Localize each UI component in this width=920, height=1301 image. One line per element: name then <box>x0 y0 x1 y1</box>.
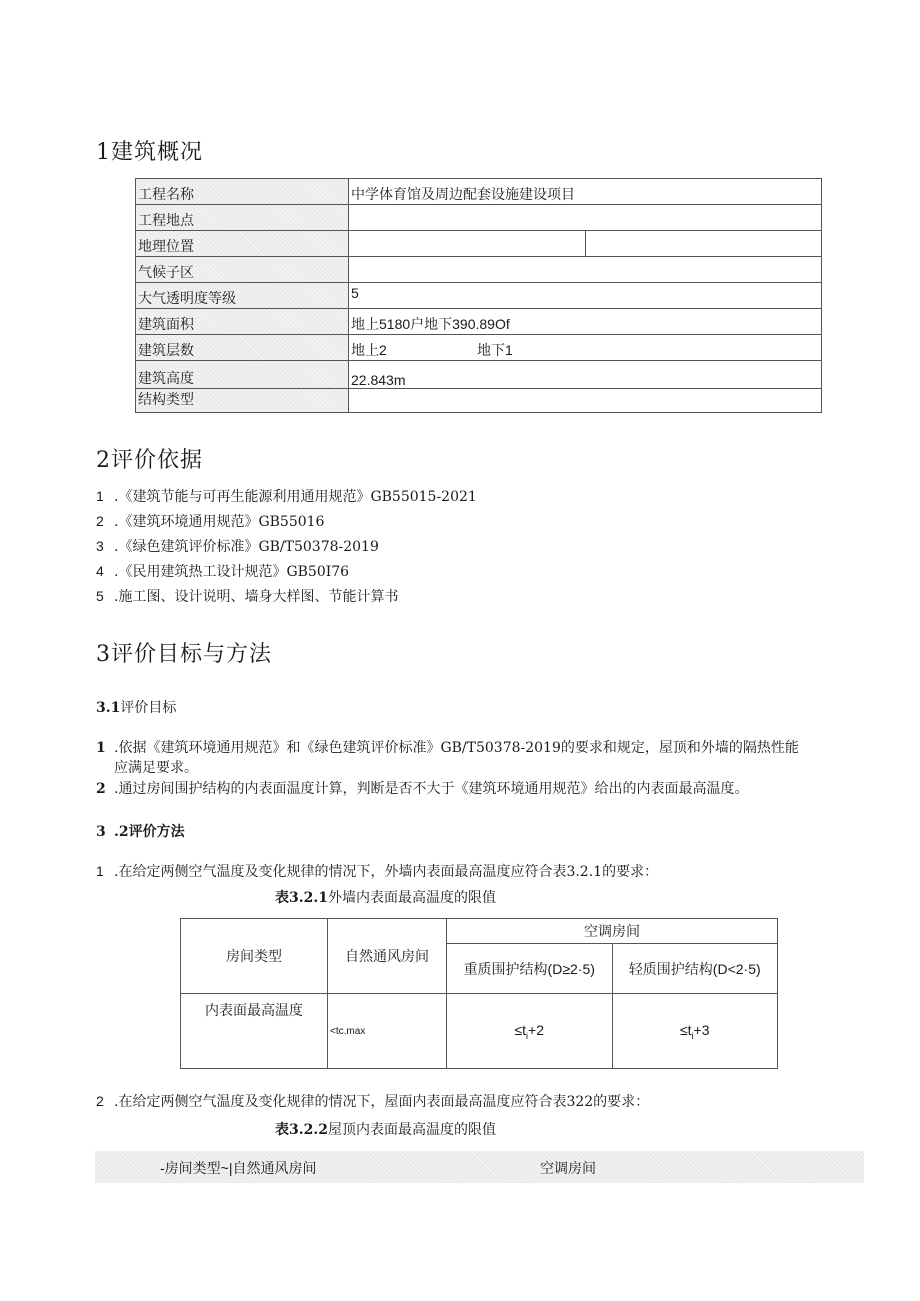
list-item-text: .施工图、设计说明、墙身大样图、节能计算书 <box>114 589 399 605</box>
list-item <box>96 486 477 507</box>
method-item <box>96 1091 649 1112</box>
method-text: .在给定两侧空气温度及变化规律的情况下，外墙内表面最高温度应符合表3.2.1的要求： <box>114 864 659 880</box>
header-natural-ventilation: 自然通风房间 <box>328 919 447 994</box>
overview-label: 地理位置 <box>136 231 349 257</box>
overview-label: 建筑层数 <box>136 335 349 361</box>
floors-above: 地上2 <box>351 342 387 358</box>
value-subscript: i <box>691 1030 694 1041</box>
table-row <box>136 309 822 335</box>
list-item-number: 1 <box>96 488 104 504</box>
overview-value: 5 <box>349 283 822 309</box>
goal-item <box>96 779 748 799</box>
table-row <box>136 231 822 257</box>
overview-value <box>349 205 822 231</box>
subsection-number: 3 <box>96 824 106 840</box>
overview-value: 地上5180户地下390.89Of <box>349 309 822 335</box>
method-text: .在给定两侧空气温度及变化规律的情况下，屋面内表面最高温度应符合表322的要求： <box>114 1094 650 1110</box>
list-item-number: 4 <box>96 563 104 579</box>
value-suffix: +3 <box>693 1021 710 1038</box>
section-1-title: 1建筑概况 <box>96 140 203 165</box>
overview-label: 工程名称 <box>136 179 349 205</box>
goal-item <box>96 738 876 758</box>
table-row <box>136 389 822 413</box>
list-item-number: 5 <box>96 588 104 604</box>
overview-label: 工程地点 <box>136 205 349 231</box>
header-heavy-structure: 重质围护结构(D≥2·5) <box>447 944 613 994</box>
overview-table <box>135 178 822 413</box>
value-prefix: ≤t <box>514 1021 527 1038</box>
list-item <box>96 561 349 582</box>
overview-label: 结构类型 <box>136 389 349 413</box>
section-2-title: 2评价依据 <box>96 448 203 473</box>
subsection-text: 评价目标 <box>120 700 177 716</box>
value-heavy <box>447 994 613 1069</box>
table-row <box>136 283 822 309</box>
list-item-number: 3 <box>96 538 104 554</box>
method-item <box>96 861 658 882</box>
value-suffix: +2 <box>528 1021 545 1038</box>
overview-value-2 <box>585 231 822 257</box>
overview-value <box>349 335 822 361</box>
list-item <box>96 536 379 557</box>
table-row <box>181 919 778 944</box>
row-label-max-temp: 内表面最高温度 <box>181 994 328 1069</box>
goal-number: 1 <box>96 740 106 756</box>
table-row <box>136 335 822 361</box>
overview-value <box>349 231 586 257</box>
list-item-text: .《建筑节能与可再生能源利用通用规范》GB55015-2021 <box>114 489 477 505</box>
table-row <box>136 205 822 231</box>
method-number: 1 <box>96 863 104 879</box>
section-3-title: 3评价目标与方法 <box>96 642 272 667</box>
list-item <box>96 511 324 532</box>
floors-below: 地下1 <box>477 342 513 358</box>
table-row <box>181 994 778 1069</box>
subsection-text: .2评价方法 <box>114 824 185 840</box>
value-prefix: ≤t <box>679 1021 692 1038</box>
overview-label: 气候子区 <box>136 257 349 283</box>
table-322-header <box>95 1151 864 1183</box>
list-item-text: .《民用建筑热工设计规范》GB50I76 <box>114 564 350 580</box>
header-light-structure: 轻质围护结构(D<2·5) <box>612 944 778 994</box>
table-row <box>136 361 822 389</box>
table-row <box>136 257 822 283</box>
overview-label: 建筑高度 <box>136 361 349 389</box>
overview-value <box>349 389 822 413</box>
header-room-type: 房间类型 <box>181 919 328 994</box>
overview-value: 中学体育馆及周边配套设施建设项目 <box>349 179 822 205</box>
caption-number: 表3.2.2 <box>275 1122 328 1138</box>
table-321 <box>180 918 778 1069</box>
subsection-number: 3.1 <box>96 700 121 716</box>
goal-number: 2 <box>96 781 106 797</box>
method-number: 2 <box>96 1093 104 1109</box>
caption-number: 表3.2.1 <box>275 890 328 906</box>
goal-item-continued: 应满足要求。 <box>114 760 198 776</box>
list-item <box>96 586 398 607</box>
value-light <box>612 994 778 1069</box>
overview-value: 22.843m <box>349 361 822 389</box>
table-321-caption <box>275 887 496 908</box>
value-natural: <tc.max <box>328 994 447 1069</box>
value-subscript: i <box>526 1030 529 1041</box>
header-ac-room: 空调房间 <box>447 919 778 944</box>
caption-text: 外墙内表面最高温度的限值 <box>327 889 496 905</box>
list-item-text: .《绿色建筑评价标准》GB/T50378-2019 <box>114 539 379 555</box>
goal-text: .通过房间围护结构的内表面温度计算，判断是否不大于《建筑环境通用规范》给出的内表面最高温度。 <box>114 781 749 797</box>
header-room-type-natural: -房间类型~|自然通风房间 <box>160 1160 317 1176</box>
table-row <box>136 179 822 205</box>
goal-text: .依据《建筑环境通用规范》和《绿色建筑评价标准》GB/T50378-2019的要求和规定，屋顶和外墙的隔热性能 <box>114 740 799 756</box>
overview-label: 建筑面积 <box>136 309 349 335</box>
overview-value <box>349 257 822 283</box>
list-item-text: .《建筑环境通用规范》GB55016 <box>114 514 325 530</box>
table-322-caption <box>275 1119 496 1140</box>
overview-label: 大气透明度等级 <box>136 283 349 309</box>
list-item-number: 2 <box>96 513 104 529</box>
subsection-3-2-title <box>96 822 185 842</box>
subsection-3-1-title <box>96 698 176 718</box>
header-ac-room: 空调房间 <box>540 1160 596 1176</box>
caption-text: 屋顶内表面最高温度的限值 <box>327 1121 496 1137</box>
